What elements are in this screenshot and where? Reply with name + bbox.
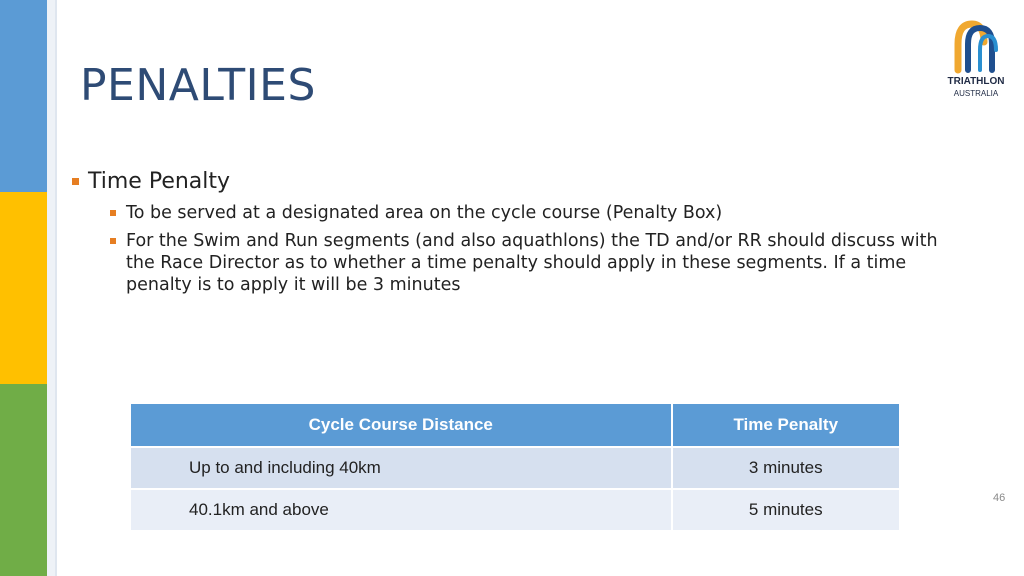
slide-title: PENALTIES bbox=[80, 60, 316, 111]
header-time-penalty: Time Penalty bbox=[672, 404, 900, 447]
cell-distance: Up to and including 40km bbox=[131, 447, 672, 489]
triathlon-australia-logo bbox=[938, 14, 1014, 100]
bullet-list bbox=[72, 168, 952, 296]
bullet-text: Time Penalty bbox=[88, 169, 231, 194]
table-row bbox=[131, 447, 899, 489]
table-header-row bbox=[131, 404, 899, 447]
sub-bullet-swim-run bbox=[110, 230, 952, 296]
table-row bbox=[131, 489, 899, 530]
side-stripe bbox=[47, 0, 55, 576]
bullet-square-icon bbox=[110, 238, 116, 244]
cell-penalty: 3 minutes bbox=[672, 447, 900, 489]
side-bar-yellow bbox=[0, 192, 47, 384]
sub-bullet-penalty-box bbox=[110, 202, 952, 224]
logo-text-australia: AUSTRALIA bbox=[953, 89, 999, 98]
cell-distance: 40.1km and above bbox=[131, 489, 672, 530]
logo-arches-icon bbox=[938, 14, 1014, 76]
sub-bullet-text: To be served at a designated area on the cycle course (Penalty Box) bbox=[126, 203, 723, 223]
side-bar-green bbox=[0, 384, 47, 576]
bullet-square-icon bbox=[110, 210, 116, 216]
side-bar-blue bbox=[0, 0, 47, 192]
penalty-table bbox=[131, 404, 899, 530]
sub-bullet-text: For the Swim and Run segments (and also aquathlons) the TD and/or RR should discuss with the Race Director as to whether a time penalty should apply in these segments. If a time penalty is to apply it will be 3 minutes bbox=[126, 231, 938, 295]
logo-text-triathlon: TRIATHLON bbox=[947, 76, 1005, 87]
bullet-time-penalty bbox=[72, 168, 952, 196]
header-cycle-course-distance: Cycle Course Distance bbox=[131, 404, 672, 447]
cell-penalty: 5 minutes bbox=[672, 489, 900, 530]
bullet-square-icon bbox=[72, 178, 79, 185]
page-number: 46 bbox=[993, 492, 1006, 504]
side-stripe-inner bbox=[55, 0, 57, 576]
